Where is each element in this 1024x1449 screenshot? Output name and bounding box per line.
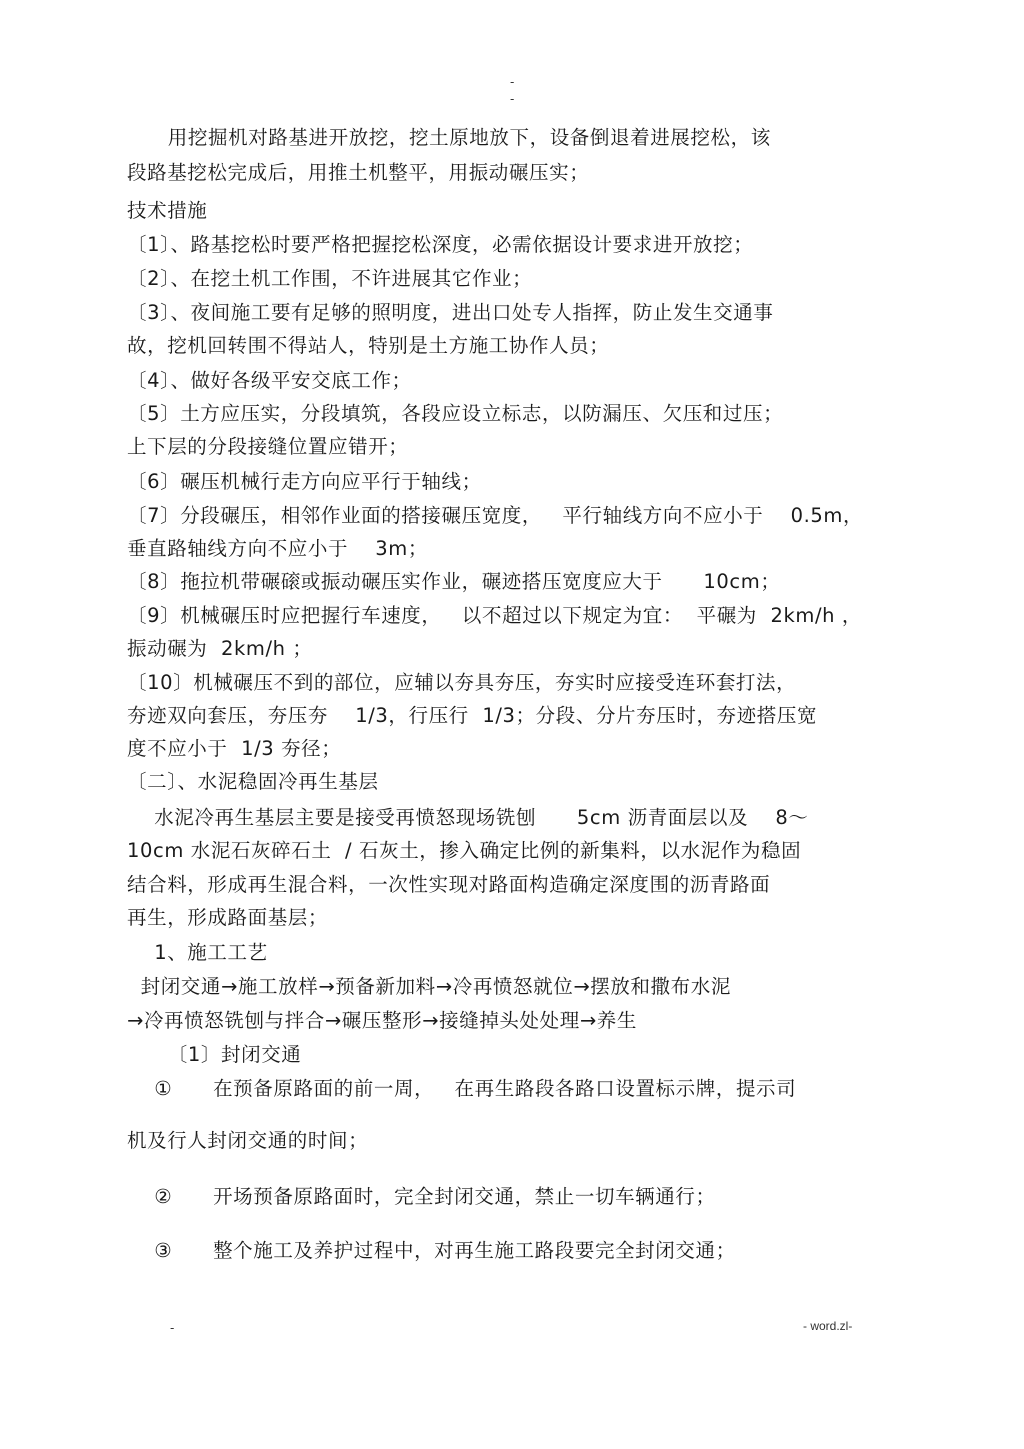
body-line: 段路基挖松完成后，用推土机整平，用振动碾压实；	[127, 161, 590, 184]
body-line: 再生，形成路面基层；	[127, 906, 329, 929]
list-item: ② 开场预备原路面时，完全封闭交通，禁止一切车辆通行；	[127, 1185, 716, 1208]
body-line: 用挖掘机对路基进开放挖，挖土原地放下，设备倒退着进展挖松，该	[127, 126, 771, 149]
body-line: 10cm 水泥石灰碎石土 / 石灰土，掺入确定比例的新集料，以水泥作为稳固	[127, 839, 802, 862]
section-heading: 〔二〕、水泥稳固冷再生基层	[127, 770, 379, 793]
footer-mark: -	[170, 1321, 175, 1335]
body-line: 〔8〕拖拉机带碾磙或振动碾压实作业，碾迹搭压宽度应大于 10cm；	[127, 570, 781, 593]
body-line: 度不应小于 1/3 夯径；	[127, 737, 342, 760]
body-line: 〔1〕、路基挖松时要严格把握挖松深度，必需依据设计要求进开放挖；	[127, 233, 754, 256]
body-line: →冷再愤怒铣刨与拌合→碾压整形→接缝掉头处处理→养生	[127, 1009, 637, 1032]
body-line: 〔9〕机械碾压时应把握行车速度， 以不超过以下规定为宜： 平碾为 2km/h ，	[127, 604, 863, 627]
body-line: 〔4〕、做好各级平安交底工作；	[127, 369, 412, 392]
body-line: 振动碾为 2km/h ；	[127, 637, 313, 660]
subsection-heading: 〔1〕封闭交通	[127, 1043, 302, 1066]
body-line: 夯迹双向套压，夯压夯 1/3，行压行 1/3；分段、分片夯压时，夯迹搭压宽	[127, 704, 818, 727]
body-line: 〔2〕、在挖土机工作围，不许进展其它作业；	[127, 267, 533, 290]
body-line: 〔5〕土方应压实，分段填筑，各段应设立标志，以防漏压、欠压和过压；	[127, 402, 784, 425]
body-line: 故，挖机回转围不得站人，特别是土方施工协作人员；	[127, 334, 610, 357]
body-line: 〔3〕、夜间施工要有足够的照明度，进出口处专人指挥，防止发生交通事	[127, 301, 774, 324]
body-line: 垂直路轴线方向不应小于 3m；	[127, 537, 428, 560]
body-line: 上下层的分段接缝位置应错开；	[127, 435, 409, 458]
body-line: 〔6〕碾压机械行走方向应平行于轴线；	[127, 470, 482, 493]
body-line: 机及行人封闭交通的时间；	[127, 1129, 369, 1152]
header-mark-bottom: -	[510, 92, 515, 106]
list-item: ① 在预备原路面的前一周， 在再生路段各路口设置标示牌，提示司	[127, 1077, 797, 1100]
header-mark-top: -	[510, 75, 515, 89]
body-line: 结合料，形成再生混合料，一次性实现对路面构造确定深度围的沥青路面	[127, 873, 771, 896]
body-line: 〔10〕机械碾压不到的部位，应辅以夯具夯压，夯实时应接受连环套打法，	[127, 671, 797, 694]
footer-text: - word.zl-	[803, 1319, 853, 1333]
list-item: ③ 整个施工及养护过程中，对再生施工路段要完全封闭交通；	[127, 1239, 736, 1262]
body-line: 〔7〕分段碾压，相邻作业面的搭接碾压宽度， 平行轴线方向不应小于 0.5m，	[127, 504, 864, 527]
body-line: 封闭交通→施工放样→预备新加料→冷再愤怒就位→摆放和撒布水泥	[127, 975, 731, 998]
body-line: 水泥冷再生基层主要是接受再愤怒现场铣刨 5cm 沥青面层以及 8～	[127, 806, 809, 829]
subsection-heading: 1、施工工艺	[127, 941, 268, 964]
section-heading: 技术措施	[127, 199, 208, 222]
